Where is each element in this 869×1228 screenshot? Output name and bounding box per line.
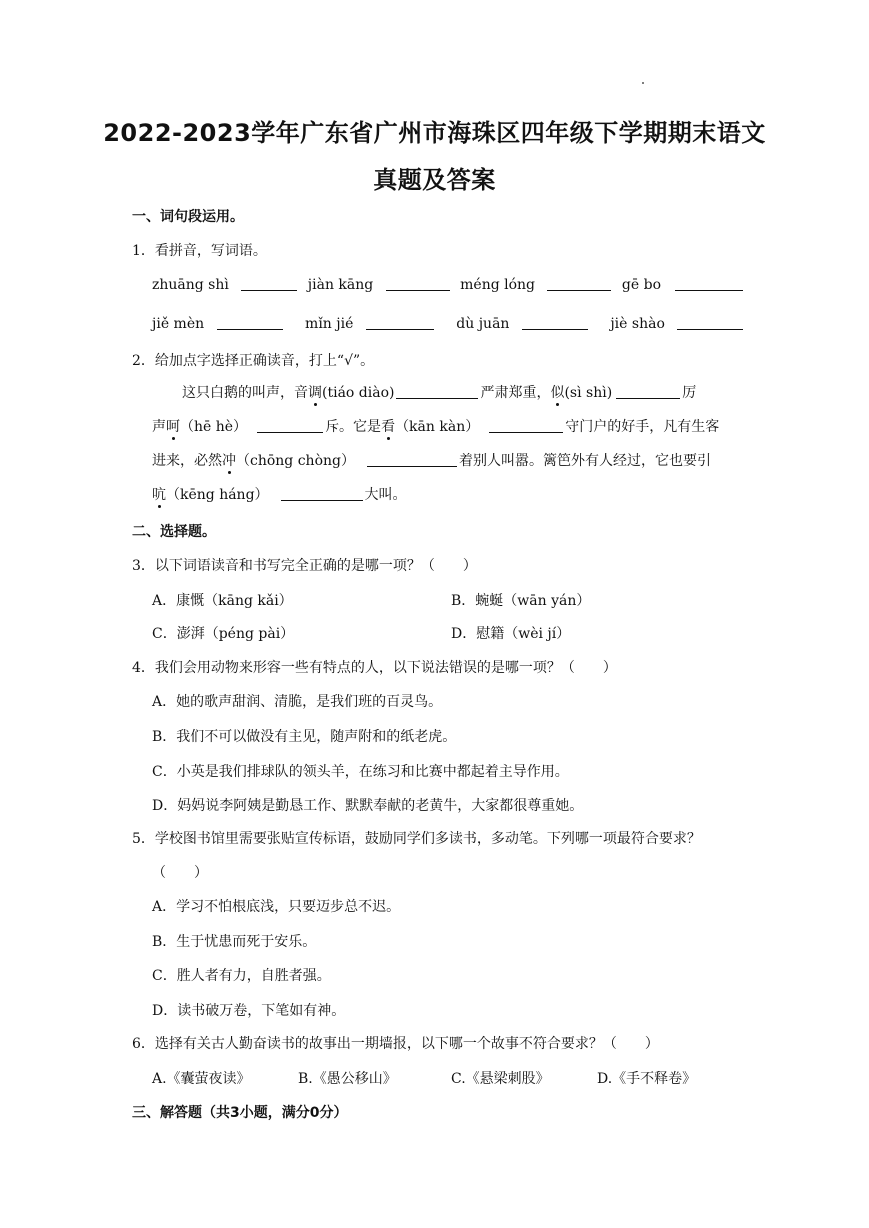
section2-heading: 二、选择题。 bbox=[132, 524, 216, 540]
q4-option-c[interactable]: C．小英是我们排球队的领头羊，在练习和比赛中都起着主导作用。 bbox=[152, 764, 569, 780]
answer-blank[interactable] bbox=[677, 315, 743, 330]
q3-option-a[interactable]: A．康慨（kāng kǎi） bbox=[152, 593, 293, 609]
answer-blank[interactable] bbox=[522, 315, 588, 330]
q6-option-b[interactable]: B.《愚公移山》 bbox=[298, 1071, 397, 1087]
pinyin-item: jiè shào bbox=[610, 316, 665, 332]
q3-option-d[interactable]: D．慰籍（wèi jí） bbox=[451, 626, 571, 642]
q1-pinyin-row2 bbox=[152, 315, 743, 332]
page-title-line2: 真题及答案 bbox=[373, 166, 496, 194]
q5-option-c[interactable]: C．胜人者有力，自胜者强。 bbox=[152, 968, 331, 984]
q1-pinyin-row1 bbox=[152, 276, 743, 293]
pinyin-item: jiě mèn bbox=[152, 316, 205, 332]
q3-option-c[interactable]: C．澎湃（péng pài） bbox=[152, 626, 295, 642]
answer-blank[interactable] bbox=[386, 276, 450, 291]
q3-stem: 3．以下词语读音和书写完全正确的是哪一项？（ ） bbox=[132, 558, 477, 574]
q4-option-d[interactable]: D．妈妈说李阿姨是勤恳工作、默默奉献的老黄牛，大家都很尊重她。 bbox=[152, 798, 584, 814]
answer-blank[interactable] bbox=[281, 486, 363, 501]
emphasis-char: 似 bbox=[550, 385, 565, 401]
answer-blank[interactable] bbox=[489, 418, 563, 433]
q4-stem: 4．我们会用动物来形容一些有特点的人，以下说法错误的是哪一项？（ ） bbox=[132, 660, 617, 676]
pinyin-item: dù juān bbox=[456, 316, 510, 332]
pinyin-item: méng lóng bbox=[460, 277, 536, 293]
q5-option-a[interactable]: A．学习不怕根底浅，只要迈步总不迟。 bbox=[152, 899, 401, 915]
q5-paren: （ ） bbox=[152, 865, 208, 881]
emphasis-char: 呵 bbox=[166, 419, 180, 435]
q2-passage-line2: 声呵（hē hè） 斥。它是看（kān kàn） 守门户的好手，凡有生客 bbox=[152, 419, 720, 435]
pinyin-item: gē bo bbox=[621, 277, 662, 293]
q4-option-a[interactable]: A．她的歌声甜润、清脆，是我们班的百灵鸟。 bbox=[152, 694, 443, 710]
q5-option-b[interactable]: B．生于忧患而死于安乐。 bbox=[152, 934, 317, 950]
section3-heading: 三、解答题（共3小题，满分0分） bbox=[132, 1105, 348, 1121]
emphasis-char: 看 bbox=[381, 419, 396, 435]
answer-blank[interactable] bbox=[241, 276, 297, 291]
q5-option-d[interactable]: D．读书破万卷，下笔如有神。 bbox=[152, 1003, 346, 1019]
emphasis-char: 冲 bbox=[222, 453, 236, 469]
answer-blank[interactable] bbox=[547, 276, 611, 291]
q6-option-a[interactable]: A.《囊萤夜读》 bbox=[152, 1071, 251, 1087]
page-title-line1: 2022-2023学年广东省广州市海珠区四年级下学期期末语文 bbox=[103, 119, 766, 147]
pinyin-item: zhuāng shì bbox=[152, 277, 229, 293]
q2-passage-line4: 吭（kēng háng） 大叫。 bbox=[152, 487, 407, 503]
emphasis-char: 调 bbox=[308, 385, 322, 401]
q2-stem: 2．给加点字选择正确读音，打上“√”。 bbox=[132, 353, 375, 369]
answer-blank[interactable] bbox=[675, 276, 743, 291]
stray-dot bbox=[642, 82, 644, 84]
q6-option-c[interactable]: C.《悬梁刺股》 bbox=[451, 1071, 550, 1087]
q2-passage-line1: 这只白鹅的叫声，音调(tiáo diào) 严肃郑重，似(sì shì) 厉 bbox=[182, 385, 697, 401]
q1-stem: 1．看拼音，写词语。 bbox=[132, 243, 267, 259]
answer-blank[interactable] bbox=[366, 315, 434, 330]
q6-stem: 6．选择有关古人勤奋读书的故事出一期墙报，以下哪一个故事不符合要求？（ ） bbox=[132, 1036, 659, 1052]
answer-blank[interactable] bbox=[616, 384, 680, 399]
pinyin-item: jiàn kāng bbox=[307, 277, 374, 293]
emphasis-char: 吭 bbox=[152, 487, 166, 503]
answer-blank[interactable] bbox=[217, 315, 283, 330]
q3-option-b[interactable]: B．蜿蜒（wān yán） bbox=[451, 593, 591, 609]
answer-blank[interactable] bbox=[367, 452, 457, 467]
q5-stem: 5．学校图书馆里需要张贴宣传标语，鼓励同学们多读书，多动笔。下列哪一项最符合要求？ bbox=[132, 831, 701, 847]
q6-option-d[interactable]: D.《手不释卷》 bbox=[597, 1071, 697, 1087]
pinyin-item: mǐn jié bbox=[305, 316, 354, 332]
q2-passage-line3: 进来，必然冲（chōng chòng） 着别人叫嚣。篱笆外有人经过，它也要引 bbox=[152, 453, 711, 469]
q4-option-b[interactable]: B．我们不可以做没有主见，随声附和的纸老虎。 bbox=[152, 729, 457, 745]
answer-blank[interactable] bbox=[257, 418, 323, 433]
section1-heading: 一、词句段运用。 bbox=[132, 209, 244, 225]
answer-blank[interactable] bbox=[396, 384, 478, 399]
